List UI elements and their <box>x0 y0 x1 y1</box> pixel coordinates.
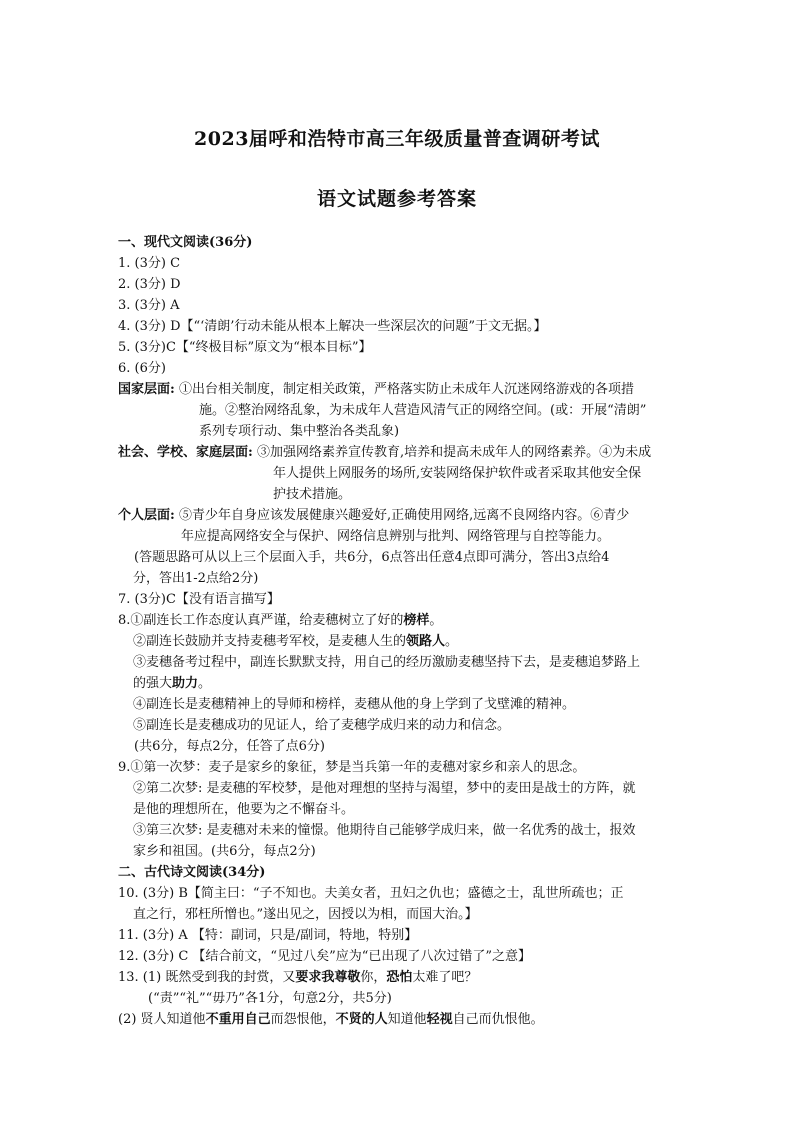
answer-q4: 4. (3分) D【“‘清朗’行动未能从根本上解决一些深层次的问题”于文无据。】 <box>118 319 547 334</box>
q6-social-line-2: 年人提供上网服务的场所,安装网络保护软件或者采取其他安全保 <box>273 466 642 481</box>
q6-note-line-2: 分，答出1-2点给2分) <box>133 571 259 586</box>
q8-note: (共6分，每点2分，任答了点6分) <box>134 739 325 754</box>
q8-point-3-line-2 <box>118 673 690 694</box>
q6-personal-line-2: 年应提高网络安全与保护、网络信息辨别与批判、网络管理与自控等能力。 <box>181 529 611 544</box>
answer-q10-line-1: 10. (3分) B【简主曰：“子不知也。夫美女者，丑妇之仇也；盛德之士，乱世所疏也；正 <box>118 886 624 901</box>
q13-2-keyword-c: 轻视 <box>426 1012 453 1027</box>
q6-social-line-3: 护技术措施。 <box>273 487 352 502</box>
q6-national-line-2: 施。②整治网络乱象，为未成年人营造风清气正的网络空间。(或：开展“清朗” <box>199 403 647 418</box>
section-heading-classical-reading: 二、古代诗文阅读(34分) <box>118 865 266 880</box>
q9-point-3-line-1: ③第三次梦: 是麦穗对未来的憧憬。他期待自己能够学成归来，做一名优秀的战士，报效 <box>133 823 636 838</box>
answer-q2: 2. (3分) D <box>118 277 181 292</box>
q13-2-text-c: 知道他 <box>387 1012 427 1027</box>
q9-point-3-line-2: 家乡和祖国。(共6分，每点2分) <box>133 844 316 859</box>
q8-point-5: ⑤副连长是麦穗成功的见证人，给了麦穗学成归来的动力和信念。 <box>133 718 511 733</box>
q8-point-1-end: 。 <box>429 613 443 628</box>
q8-point-1-keyword: 榜样 <box>403 613 430 628</box>
q13-2-keyword-a: 不重用自己 <box>205 1012 271 1027</box>
answer-q13-part-1-note: (“责”“礼”“毋乃”各1分，句意2分，共5分) <box>148 991 392 1006</box>
q8-point-2-text: ②副连长鼓励并支持麦穗考军校，是麦穗人生的 <box>133 634 407 649</box>
answer-q12: 12. (3分) C 【结合前文，“见过八矣”应为“已出现了八次过错了”之意】 <box>118 949 532 964</box>
answer-q7: 7. (3分)C【没有语言描写】 <box>118 592 280 607</box>
answer-q11: 11. (3分) A 【特：副词，只是/副词，特地，特别】 <box>118 928 418 943</box>
q8-point-1-text: 8.①副连长工作态度认真严谨，给麦穗树立了好的 <box>118 613 404 628</box>
answer-q13-part-2 <box>118 1009 690 1030</box>
q8-point-2-end: 。 <box>445 634 459 649</box>
q6-social-label: 社会、学校、家庭层面: <box>118 445 253 460</box>
q8-point-3-text: 的强大 <box>133 676 173 691</box>
answer-q5: 5. (3分)C【“终极目标”原文为“根本目标”】 <box>118 340 372 355</box>
q6-social-text-1: ③加强网络素养宣传教育,培养和提高未成年人的网络素养。④为未成 <box>256 445 652 460</box>
answer-q13-part-1 <box>118 967 690 988</box>
q13-1-keyword-b: 恐怕 <box>386 970 413 985</box>
q6-national-label: 国家层面: <box>118 382 175 397</box>
answer-q3: 3. (3分) A <box>118 298 180 313</box>
q8-point-4: ④副连长是麦穗精神上的导师和榜样，麦穗从他的身上学到了戈壁滩的精神。 <box>133 697 576 712</box>
section-heading-modern-reading: 一、现代文阅读(36分) <box>118 235 253 250</box>
q13-2-text-a: (2) 贤人知道他 <box>118 1012 206 1027</box>
q6-national-text-1: ①出台相关制度，制定相关政策，严格落实防止未成年人沉迷网络游戏的各项措 <box>178 382 634 397</box>
document-subtitle: 语文试题参考答案 <box>316 188 477 210</box>
q9-point-1: 9.①第一次梦：麦子是家乡的象征，梦是当兵第一年的麦穗对家乡和亲人的思念。 <box>118 760 586 775</box>
answer-q6: 6. (6分) <box>118 361 166 376</box>
q13-1-text-c: 太难了吧？ <box>412 970 478 985</box>
q6-note-line-1: (答题思路可从以上三个层面入手，共6分，6点答出任意4点即可满分，答出3点给4 <box>134 550 610 565</box>
q8-point-3-line-1: ③麦穗备考过程中，副连长默默支持，用自己的经历激励麦穗坚持下去，是麦穗追梦路上 <box>133 655 641 670</box>
q8-point-2 <box>118 631 690 652</box>
q8-point-3-end: 。 <box>198 676 212 691</box>
q6-personal-label: 个人层面: <box>118 508 175 523</box>
q8-point-1 <box>118 610 690 631</box>
q13-1-text-b: 你， <box>360 970 387 985</box>
q6-personal-text-1: ⑤青少年自身应该发展健康兴趣爱好,正确使用网络,远离不良网络内容。⑥青少 <box>178 508 630 523</box>
q13-2-text-d: 自己而仇恨他。 <box>452 1012 544 1027</box>
q13-1-text-a: 13. (1) 既然受到我的封赏，又 <box>118 970 296 985</box>
q13-2-keyword-b: 不贤的人 <box>335 1012 388 1027</box>
q8-point-2-keyword: 领路人 <box>406 634 446 649</box>
q13-2-text-b: 而怨恨他， <box>270 1012 336 1027</box>
q6-national-line-1 <box>118 379 690 400</box>
answer-q10-line-2: 直之行，邪枉所憎也。”遂出见之，因授以为相，而国大治。】 <box>133 907 478 922</box>
q6-social-line-1 <box>118 442 690 463</box>
q9-point-2-line-1: ②第二次梦: 是麦穗的军校梦，是他对理想的坚持与渴望，梦中的麦田是战士的方阵，就 <box>133 781 636 796</box>
q8-point-3-keyword: 助力 <box>172 676 199 691</box>
document-title: 2023届呼和浩特市高三年级质量普查调研考试 <box>194 128 600 150</box>
q13-1-keyword-a: 要求我尊敬 <box>295 970 361 985</box>
q6-personal-line-1 <box>118 505 690 526</box>
q9-point-2-line-2: 是他的理想所在，他要为之不懈奋斗。 <box>133 802 355 817</box>
q6-national-line-3: 系列专项行动、集中整治各类乱象) <box>199 424 400 439</box>
answer-q1: 1. (3分) C <box>118 256 181 271</box>
answer-content <box>118 232 690 1030</box>
